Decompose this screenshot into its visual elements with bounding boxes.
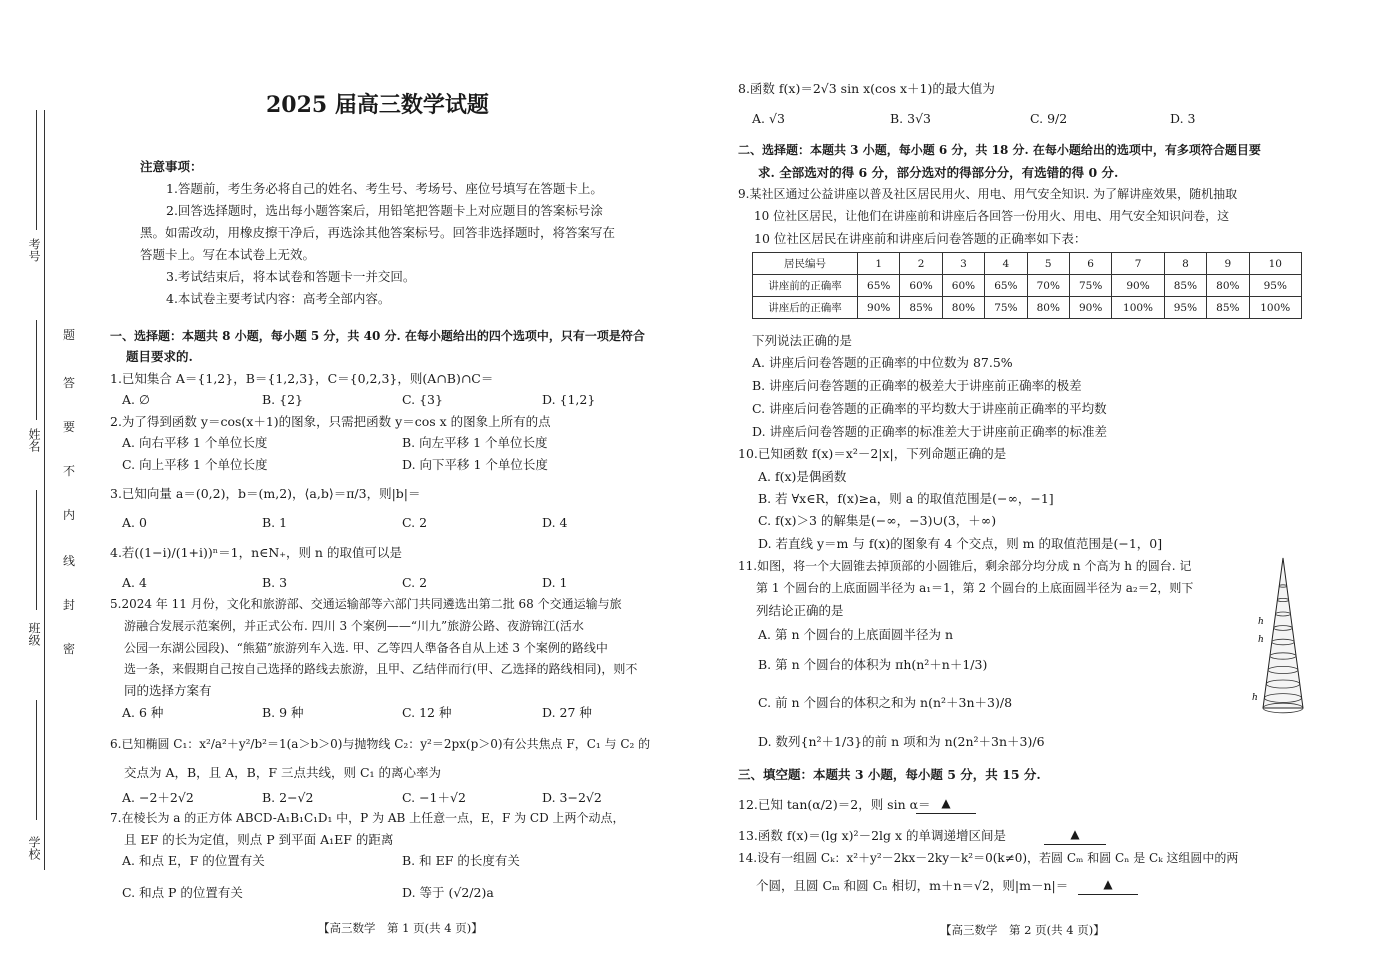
binding-line <box>44 110 45 870</box>
q6-option-c: C. −1＋√2 <box>402 790 466 805</box>
page2-footer: 【高三数学 第 2 页(共 4 页)】 <box>940 923 1105 937</box>
cone-outline <box>1263 558 1303 708</box>
q5-line: 5.2024 年 11 月份，文化和旅游部、交通运输部等六部门共同遴选出第二批 68 个交通运输与旅 <box>110 597 622 611</box>
table-header-cell: 10 <box>1249 253 1301 275</box>
notice-line: 3.考试结束后，将本试卷和答题卡一并交回。 <box>166 269 416 284</box>
table-header-cell: 3 <box>942 253 984 275</box>
q8-option-b: B. 3√3 <box>890 111 932 126</box>
q4-option-d: D. 1 <box>542 575 568 590</box>
table-cell: 75% <box>1069 275 1111 297</box>
q2-option-c: C. 向上平移 1 个单位长度 <box>122 457 268 472</box>
table-cell: 90% <box>1112 275 1164 297</box>
q9-line: 10 位社区居民在讲座前和讲座后问卷答题的正确率如下表： <box>754 231 1087 246</box>
q1-option-c: C. {3} <box>402 392 443 407</box>
q11-line: 11.如图，将一个大圆锥去掉顶部的小圆锥后，剩余部分均分成 n 个高为 h 的圆台. 记 <box>738 559 1192 573</box>
q4-option-a: A. 4 <box>122 575 147 590</box>
section1-heading-cont: 题目要求的. <box>126 349 193 364</box>
table-header-cell: 8 <box>1164 253 1206 275</box>
seal-char: 题 <box>63 328 76 342</box>
banji-write-line <box>36 490 37 610</box>
q13-answer-blank[interactable] <box>1044 827 1106 845</box>
table-header-cell: 6 <box>1069 253 1111 275</box>
q6-option-b: B. 2−√2 <box>262 790 314 805</box>
q7-line2: 且 EF 的长为定值，则点 P 到平面 A₁EF 的距离 <box>124 832 394 847</box>
table-header-cell: 居民编号 <box>753 253 858 275</box>
q3-option-a: A. 0 <box>122 515 147 530</box>
table-cell: 95% <box>1164 297 1206 319</box>
q7-option-b: B. 和 EF 的长度有关 <box>402 853 520 868</box>
table-header-cell: 1 <box>858 253 900 275</box>
q9-prompt: 下列说法正确的是 <box>752 333 853 348</box>
seal-char: 不 <box>63 464 76 478</box>
q9-option-a: A. 讲座后问卷答题的正确率的中位数为 87.5% <box>752 355 1013 370</box>
h-label: h <box>1258 617 1264 627</box>
table-cell: 90% <box>858 297 900 319</box>
q9-option-d: D. 讲座后问卷答题的正确率的标准差大于讲座前正确率的标准差 <box>752 424 1108 439</box>
q2-option-d: D. 向下平移 1 个单位长度 <box>402 457 548 472</box>
table-cell: 85% <box>1164 275 1206 297</box>
q11-option-a: A. 第 n 个圆台的上底面圆半径为 n <box>758 627 953 642</box>
q7-option-d: D. 等于 (√2/2)a <box>402 885 494 900</box>
q5-option-d: D. 27 种 <box>542 705 592 720</box>
q6-option-a: A. −2＋2√2 <box>122 790 194 805</box>
q8-option-d: D. 3 <box>1170 111 1196 126</box>
table-cell: 100% <box>1249 297 1301 319</box>
q5-line: 游融合发展示范案例，并正式公布. 四川 3 个案例——“川九”旅游公路、夜游锦江(活水 <box>124 619 584 633</box>
q5-option-b: B. 9 种 <box>262 705 304 720</box>
page-title: 2025 届高三数学试题 <box>266 92 489 118</box>
notice-line: 2.回答选择题时，选出每小题答案后，用铅笔把答题卡上对应题目的答案标号涂 <box>166 203 603 218</box>
table-cell: 80% <box>1207 275 1249 297</box>
q2-option-b: B. 向左平移 1 个单位长度 <box>402 435 548 450</box>
notice-line: 1.答题前，考生务必将自己的姓名、考生号、考场号、座位号填写在答题卡上。 <box>166 181 603 196</box>
page1-footer: 【高三数学 第 1 页(共 4 页)】 <box>318 921 483 935</box>
xingming-label: 姓名 <box>27 428 41 452</box>
q8-stem: 8.函数 f(x)＝2√3 sin x(cos x＋1)的最大值为 <box>738 81 995 96</box>
table-header-cell: 2 <box>900 253 942 275</box>
q10-option-a: A. f(x)是偶函数 <box>758 469 847 484</box>
table-cell: 80% <box>1027 297 1069 319</box>
q6-line1: 6.已知椭圆 C₁：x²/a²＋y²/b²＝1(a＞b＞0)与抛物线 C₂：y²＝2px(p＞0)有公共焦点 F，C₁ 与 C₂ 的 <box>110 737 651 751</box>
q6-option-d: D. 3−2√2 <box>542 790 602 805</box>
seal-char: 内 <box>63 508 76 522</box>
q1-option-a: A. ∅ <box>122 392 150 407</box>
q3-option-b: B. 1 <box>262 515 288 530</box>
q1-option-b: B. {2} <box>262 392 303 407</box>
table-cell: 65% <box>858 275 900 297</box>
q9-line: 9.某社区通过公益讲座以普及社区居民用火、用电、用气安全知识. 为了解讲座效果，随机抽取 <box>738 187 1238 201</box>
q9-line: 10 位社区居民，让他们在讲座前和讲座后各回答一份用火、用电、用气安全知识问卷，这 <box>754 209 1230 223</box>
q12-stem: 12.已知 tan(α/2)＝2，则 sin α＝ <box>738 797 931 812</box>
q14-line2: 个圆，且圆 Cₘ 和圆 Cₙ 相切，m＋n＝√2，则|m－n|＝ <box>756 878 1069 893</box>
table-cell: 85% <box>900 297 942 319</box>
xingming-write-line <box>36 320 37 420</box>
q3-stem: 3.已知向量 a＝(0,2)，b＝(m,2)，⟨a,b⟩＝π/3，则|b|＝ <box>110 486 421 501</box>
table-header-cell: 9 <box>1207 253 1249 275</box>
seal-char: 密 <box>63 642 76 656</box>
accuracy-table <box>752 252 1302 319</box>
q10-option-b: B. 若 ∀x∈R，f(x)≥a，则 a 的取值范围是(−∞，−1] <box>758 491 1054 506</box>
table-cell: 讲座后的正确率 <box>753 297 858 319</box>
table-row <box>753 297 1302 319</box>
notice-heading: 注意事项： <box>140 159 203 174</box>
notice-line: 黑。如需改动，用橡皮擦干净后，再选涂其他答案标号。回答非选择题时，将答案写在 <box>140 225 616 240</box>
table-cell: 70% <box>1027 275 1069 297</box>
q11-option-b: B. 第 n 个圆台的体积为 πh(n²＋n＋1/3) <box>758 657 988 672</box>
table-cell: 85% <box>1207 297 1249 319</box>
table-cell: 讲座前的正确率 <box>753 275 858 297</box>
q11-line: 列结论正确的是 <box>756 603 844 618</box>
table-cell: 75% <box>985 297 1027 319</box>
q1-stem: 1.已知集合 A＝{1,2}，B＝{1,2,3}，C＝{0,2,3}，则(A∩B)∩C＝ <box>110 371 494 386</box>
table-cell: 90% <box>1069 297 1111 319</box>
q7-option-a: A. 和点 E，F 的位置有关 <box>122 853 265 868</box>
banji-label: 班级 <box>27 622 41 646</box>
q10-stem: 10.已知函数 f(x)＝x²－2|x|，下列命题正确的是 <box>738 446 1007 461</box>
q4-stem: 4.若((1−i)/(1+i))ⁿ＝1，n∈N₊，则 n 的取值可以是 <box>110 545 402 560</box>
q9-option-b: B. 讲座后问卷答题的正确率的极差大于讲座前正确率的极差 <box>752 378 1082 393</box>
q11-option-c: C. 前 n 个圆台的体积之和为 n(n²＋3n＋3)/8 <box>758 695 1013 710</box>
blank-mark-icon: ▲ <box>1070 827 1080 841</box>
q2-stem: 2.为了得到函数 y＝cos(x＋1)的图象，只需把函数 y＝cos x 的图象上所有的点 <box>110 414 551 429</box>
q3-option-d: D. 4 <box>542 515 568 530</box>
q2-option-a: A. 向右平移 1 个单位长度 <box>122 435 268 450</box>
section2-heading-cont: 求. 全部选对的得 6 分，部分选对的得部分分，有选错的得 0 分. <box>758 165 1119 180</box>
seal-char: 线 <box>63 554 76 568</box>
q14-answer-blank[interactable] <box>1078 877 1138 895</box>
table-row <box>753 275 1302 297</box>
q5-line: 公园一东湖公园段)、“熊猫”旅游列车入选. 甲、乙等四人準备各自从上述 3 个案例的路线中 <box>124 641 608 655</box>
blank-mark-icon: ▲ <box>941 796 951 810</box>
q7-option-c: C. 和点 P 的位置有关 <box>122 885 243 900</box>
kaohao-label: 考号 <box>27 238 41 262</box>
table-header-cell: 4 <box>985 253 1027 275</box>
q12-answer-blank[interactable] <box>916 796 976 814</box>
notice-line: 4.本试卷主要考试内容：高考全部内容。 <box>166 291 391 306</box>
q5-line: 同的选择方案有 <box>124 683 212 698</box>
q4-option-b: B. 3 <box>262 575 288 590</box>
q14-line1: 14.设有一组圆 Cₖ：x²＋y²－2kx－2ky－k²＝0(k≠0)，若圆 Cₘ 和圆 Cₙ 是 Cₖ 这组圆中的两 <box>738 851 1239 865</box>
seal-char: 封 <box>63 598 76 612</box>
q10-option-c: C. f(x)＞3 的解集是(−∞，−3)∪(3，＋∞) <box>758 513 997 528</box>
notice-line: 答题卡上。写在本试卷上无效。 <box>140 247 316 262</box>
q10-option-d: D. 若直线 y＝m 与 f(x)的图象有 4 个交点，则 m 的取值范围是(−1，0] <box>758 536 1163 551</box>
frustum-stack-figure <box>1252 556 1308 718</box>
q8-option-c: C. 9/2 <box>1030 111 1068 126</box>
q8-option-a: A. √3 <box>752 111 785 126</box>
table-header-cell: 7 <box>1112 253 1164 275</box>
section2-heading: 二、选择题：本题共 3 小题，每小题 6 分，共 18 分. 在每小题给出的选项中，有多项符合题目要 <box>738 143 1261 157</box>
q11-line: 第 1 个圆台的上底面圆半径为 a₁＝1，第 2 个圆台的上底面圆半径为 a₂＝2，则下 <box>756 581 1194 595</box>
q1-option-d: D. {1,2} <box>542 392 596 407</box>
q13-stem: 13.函数 f(x)＝(lg x)²－2lg x 的单调递增区间是 <box>738 828 1007 843</box>
q9-option-c: C. 讲座后问卷答题的正确率的平均数大于讲座前正确率的平均数 <box>752 401 1107 416</box>
q4-option-c: C. 2 <box>402 575 428 590</box>
table-header-cell: 5 <box>1027 253 1069 275</box>
table-header-row <box>753 253 1302 275</box>
h-label: h <box>1252 693 1258 703</box>
table-cell: 60% <box>900 275 942 297</box>
table-cell: 95% <box>1249 275 1301 297</box>
q6-line2: 交点为 A，B，且 A，B，F 三点共线，则 C₁ 的离心率为 <box>124 765 442 780</box>
h-label: h <box>1258 635 1264 645</box>
table-cell: 60% <box>942 275 984 297</box>
q7-line1: 7.在棱长为 a 的正方体 ABCD-A₁B₁C₁D₁ 中，P 为 AB 上任意一点，E，F 为 CD 上两个动点， <box>110 811 625 825</box>
blank-mark-icon: ▲ <box>1103 877 1113 891</box>
section3-heading: 三、填空题：本题共 3 小题，每小题 5 分，共 15 分. <box>738 767 1041 782</box>
table-cell: 65% <box>985 275 1027 297</box>
xuexiao-label: 学校 <box>27 836 41 860</box>
kaohao-write-line <box>36 110 37 230</box>
q3-option-c: C. 2 <box>402 515 428 530</box>
q11-option-d: D. 数列{n²＋1/3}的前 n 项和为 n(2n²＋3n＋3)/6 <box>758 734 1045 749</box>
seal-char: 答 <box>63 376 76 390</box>
xuexiao-write-line <box>36 700 37 820</box>
q5-option-a: A. 6 种 <box>122 705 164 720</box>
section1-heading: 一、选择题：本题共 8 小题，每小题 5 分，共 40 分. 在每小题给出的四个选项中，只有一项是符合 <box>110 329 645 343</box>
table-cell: 100% <box>1112 297 1164 319</box>
q5-option-c: C. 12 种 <box>402 705 452 720</box>
seal-char: 要 <box>63 420 76 434</box>
q5-line: 选一条，来假期自己按自己选择的路线去旅游，且甲、乙结伴而行(甲、乙选择的路线相同)，则不 <box>124 662 638 676</box>
table-cell: 80% <box>942 297 984 319</box>
